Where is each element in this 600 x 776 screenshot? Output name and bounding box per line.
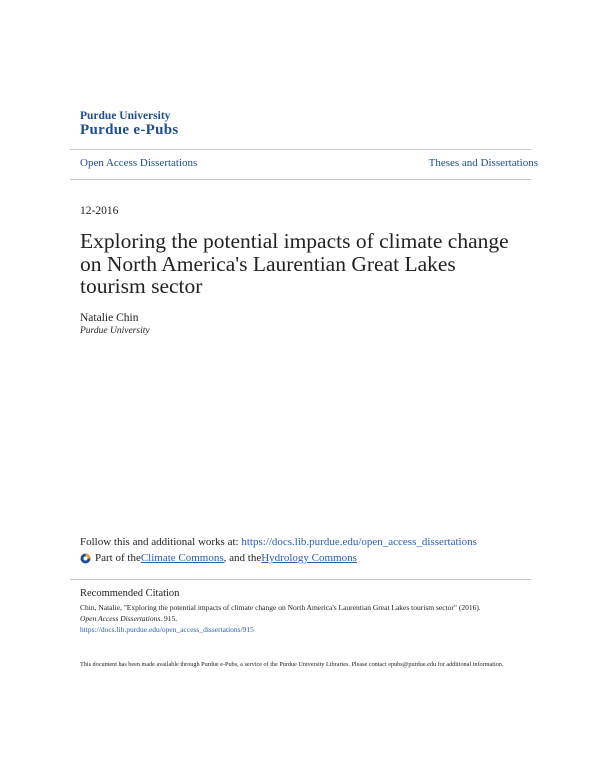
author-affiliation: Purdue University [80,326,150,336]
university-name: Purdue University [80,110,171,122]
citation-text [80,602,530,635]
author-name: Natalie Chin [80,312,139,324]
collection-url-link[interactable]: https://docs.lib.purdue.edu/open_access_dissertations [241,536,477,548]
top-divider [70,149,531,150]
citation-series: Open Access Dissertations [80,614,161,623]
climate-commons-link[interactable]: Climate Commons [140,552,224,564]
part-of-prefix: Part of the [95,552,141,564]
citation-url-link[interactable]: https://docs.lib.purdue.edu/open_access_dissertations/915 [80,625,254,634]
open-access-dissertations-link[interactable]: Open Access Dissertations [80,157,198,169]
repository-name[interactable]: Purdue e-Pubs [80,122,179,138]
citation-line1: Chin, Natalie, "Exploring the potential impacts of climate change on North America's Laurentian Great Lakes tourism sector" (2016). [80,603,481,612]
citation-divider [70,579,531,580]
publication-date: 12-2016 [80,205,119,217]
recommended-citation-heading: Recommended Citation [80,588,180,599]
part-of-line [80,552,357,564]
part-of-middle: , and the [223,552,262,564]
hydrology-commons-link[interactable]: Hydrology Commons [261,552,357,564]
nav-divider [70,179,531,180]
theses-and-dissertations-link[interactable]: Theses and Dissertations [428,157,538,169]
follow-prefix: Follow this and additional works at: [80,536,242,548]
citation-number: . 915. [160,614,178,623]
network-commons-icon [80,553,91,564]
follow-line [80,536,477,548]
availability-notice: This document has been made available through Purdue e-Pubs, a service of the Purdue University Libraries. Please contact epubs@purdue.edu for additional information. [80,661,504,668]
document-title: Exploring the potential impacts of climate change on North America's Laurentian Great Lakes tourism sector [80,229,509,298]
